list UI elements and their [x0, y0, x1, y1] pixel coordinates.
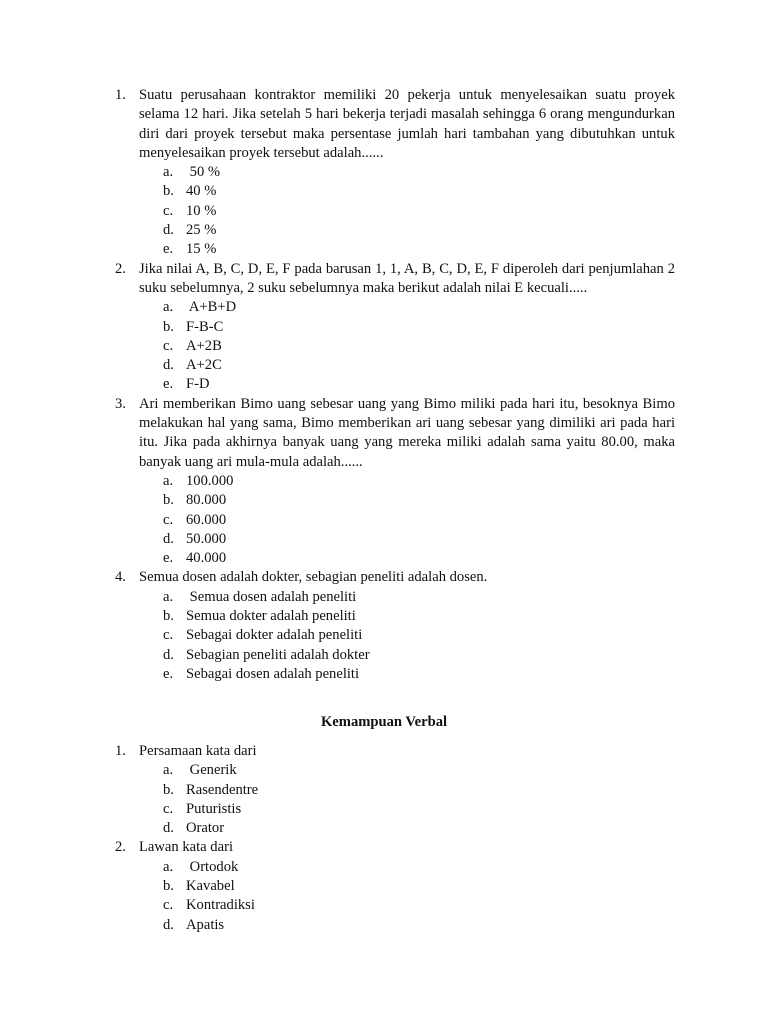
question-text: Persamaan kata dari [139, 743, 257, 759]
option-text: 15 % [186, 241, 217, 258]
answer-option [139, 240, 675, 259]
option-label: d. [163, 646, 174, 663]
option-label: a. [163, 588, 174, 605]
option-text: Sebagian peneliti adalah dokter [186, 646, 370, 663]
option-text: F-D [186, 376, 210, 393]
option-label: a. [163, 472, 174, 489]
option-label: a. [163, 299, 174, 316]
option-text: Kontradiksi [186, 897, 255, 914]
option-label: c. [163, 202, 174, 219]
answer-option [139, 626, 675, 645]
option-label: e. [163, 241, 174, 258]
option-text: Generik [186, 762, 237, 779]
question-text: Semua dosen adalah dokter, sebagian peneliti adalah dosen. [139, 569, 488, 586]
option-text: Orator [186, 820, 225, 837]
question-number: 1. [115, 743, 126, 759]
answer-option [139, 819, 675, 838]
option-label: c. [163, 511, 174, 528]
option-label: c. [163, 627, 174, 644]
answer-option [139, 896, 675, 915]
question-text: Lawan kata dari [139, 839, 233, 856]
answer-option [139, 491, 675, 510]
option-label: c. [163, 897, 174, 914]
answer-option [139, 337, 675, 356]
option-label: a. [163, 858, 174, 875]
answer-option [139, 163, 675, 182]
option-text: 10 % [186, 202, 217, 219]
answer-options [139, 858, 675, 935]
option-text: Kavabel [186, 878, 235, 895]
answer-option [139, 472, 675, 491]
question-text: Ari memberikan Bimo uang sebesar uang yang Bimo miliki pada hari itu, besoknya Bimo melakukan hal yang sama, Bimo memberikan ari uang sebesar yang dimiliki ari pada hari itu. Jika pada akhirnya banyak uang yang mereka miliki adalah sama yaitu 80.00, maka banyak uang ari mula-mula adalah...... [139, 395, 675, 470]
answer-option [139, 800, 675, 819]
option-label: c. [163, 800, 174, 817]
option-label: b. [163, 781, 174, 798]
answer-option [139, 877, 675, 896]
answer-option [139, 298, 675, 317]
option-label: d. [163, 916, 174, 933]
answer-option [139, 916, 675, 935]
option-label: e. [163, 376, 174, 393]
answer-options [139, 298, 675, 394]
question-item [115, 395, 675, 569]
option-label: e. [163, 665, 174, 682]
answer-option [139, 588, 675, 607]
question-number: 3. [115, 395, 126, 412]
answer-option [139, 646, 675, 665]
option-text: A+2C [186, 357, 222, 374]
option-text: Sebagai dokter adalah peneliti [186, 627, 363, 644]
question-number: 1. [115, 87, 126, 103]
section-heading: Kemampuan Verbal [320, 714, 448, 730]
question-item [115, 260, 675, 395]
option-label: d. [163, 820, 174, 837]
option-label: a. [163, 164, 174, 181]
answer-options [139, 163, 675, 259]
answer-option [139, 530, 675, 549]
option-text: Semua dokter adalah peneliti [186, 608, 356, 625]
question-item [115, 742, 675, 838]
option-label: b. [163, 608, 174, 625]
option-label: e. [163, 550, 174, 567]
option-label: b. [163, 492, 174, 509]
answer-option [139, 607, 675, 626]
option-text: 50.000 [186, 530, 227, 547]
question-list-numeric [115, 86, 675, 684]
option-text: 50 % [186, 164, 221, 181]
option-text: F-B-C [186, 318, 224, 335]
question-list-verbal [115, 742, 675, 935]
option-text: Apatis [186, 916, 225, 933]
answer-option [139, 318, 675, 337]
answer-option [139, 221, 675, 240]
question-text: Suatu perusahaan kontraktor memiliki 20 pekerja untuk menyelesaikan suatu proyek selama 12 hari. Jika setelah 5 hari bekerja terjadi masalah sehingga 6 orang mengundurkan diri dari proyek tersebut maka persentase jumlah hari tambahan yang dibutuhkan untuk menyelesaikan proyek tersebut adalah...... [139, 87, 675, 161]
option-text: 100.000 [186, 472, 234, 489]
option-label: b. [163, 183, 174, 200]
question-number: 4. [115, 569, 126, 586]
option-text: 40.000 [186, 550, 227, 567]
option-text: Puturistis [186, 800, 242, 817]
question-number: 2. [115, 260, 126, 277]
answer-option [139, 781, 675, 800]
answer-options [139, 761, 675, 838]
option-text: A+2B [186, 337, 222, 354]
option-label: b. [163, 878, 174, 895]
option-label: d. [163, 357, 174, 374]
option-label: b. [163, 318, 174, 335]
answer-option [139, 511, 675, 530]
option-label: a. [163, 762, 174, 779]
option-text: 25 % [186, 222, 217, 239]
question-item [115, 838, 675, 934]
option-text: 60.000 [186, 511, 227, 528]
answer-option [139, 665, 675, 684]
option-text: Rasendentre [186, 781, 259, 798]
option-label: c. [163, 337, 174, 354]
option-text: Sebagai dosen adalah peneliti [186, 665, 360, 682]
question-text: Jika nilai A, B, C, D, E, F pada barusan 1, 1, A, B, C, D, E, F diperoleh dari penjumlahan 2 suku sebelumnya, 2 suku sebelumnya maka berikut adalah nilai E kecuali..... [139, 260, 675, 296]
option-text: Ortodok [186, 858, 239, 875]
question-number: 2. [115, 839, 126, 856]
answer-options [139, 472, 675, 568]
option-label: d. [163, 222, 174, 239]
question-item [115, 86, 675, 260]
answer-option [139, 356, 675, 375]
option-text: Semua dosen adalah peneliti [186, 588, 357, 605]
question-item [115, 568, 675, 684]
option-label: d. [163, 530, 174, 547]
option-text: 80.000 [186, 492, 227, 509]
answer-option [139, 375, 675, 394]
answer-option [139, 182, 675, 201]
answer-options [139, 588, 675, 684]
option-text: 40 % [186, 183, 217, 200]
answer-option [139, 761, 675, 780]
answer-option [139, 549, 675, 568]
answer-option [139, 202, 675, 221]
option-text: A+B+D [186, 299, 237, 316]
answer-option [139, 858, 675, 877]
